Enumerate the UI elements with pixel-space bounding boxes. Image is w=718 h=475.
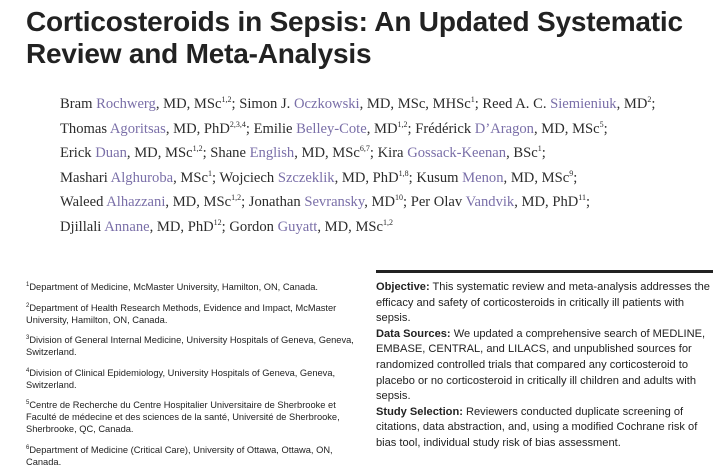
author-affiliation-ref: 12 (213, 218, 222, 228)
author-affiliation-ref: 1 (470, 95, 475, 104)
author (60, 194, 249, 210)
author-credentials: , MD (366, 120, 398, 137)
author-credentials: , MD, MSc (533, 120, 600, 137)
abstract-divider (376, 270, 713, 273)
author-credentials: , MD, MSc (317, 219, 384, 236)
affiliation-text: Department of Health Research Methods, Evidence and Impact, McMaster University, Hamilton, ON, Canada. (26, 302, 337, 325)
affiliation-number: 4 (26, 367, 30, 374)
author-last-name: Belley-Cote (296, 120, 367, 137)
author-first-name: Frédérick (415, 120, 472, 137)
author (60, 121, 254, 137)
affiliation-number: 2 (26, 302, 30, 309)
abstract-section-text: We updated a comprehensive search of MEDLINE, EMBASE, CENTRAL, and LILACS, and unpublished sources for randomized controlled trials that compared any corticosteroid to placebo or no corticosteroid in critically ill children and adults with sepsis. (376, 327, 706, 403)
author-separator: ; (202, 145, 211, 162)
author-affiliation-ref: 2,3,4 (229, 119, 246, 129)
author-separator: ; (403, 194, 411, 211)
author-credentials: , MSc (173, 169, 208, 186)
author-separator: ; (407, 120, 416, 137)
author-credentials: , MD, PhD (514, 194, 579, 211)
affiliation-number: 5 (26, 400, 30, 407)
author-last-name: Szczeklik (277, 169, 335, 186)
affiliation-text: Department of Medicine (Critical Care), University of Ottawa, Ottawa, ON, Canada. (26, 444, 333, 467)
author-last-name: Annane (104, 219, 150, 236)
author (416, 170, 577, 186)
affiliation-text: Division of General Internal Medicine, University Hospitals of Geneva, Geneva, Switzerland. (26, 335, 354, 358)
author-last-name: Rochwerg (96, 95, 156, 112)
author-first-name: Gordon (229, 219, 274, 236)
author-list (60, 90, 710, 238)
author-first-name: Emilie (253, 120, 293, 137)
author-credentials: , MD, PhD (334, 169, 399, 186)
author-affiliation-ref: 1,8 (398, 168, 409, 178)
author (239, 96, 482, 112)
author-first-name: Reed A. C. (482, 95, 547, 112)
affiliation-item (26, 280, 354, 294)
author-last-name: English (249, 145, 295, 162)
author-affiliation-ref: 5 (599, 119, 604, 129)
author (60, 145, 210, 161)
author-last-name: Alhazzani (106, 194, 166, 211)
author-credentials: , MD, MSc, MHSc (359, 95, 471, 112)
author-first-name: Mashari (60, 169, 108, 186)
author-last-name: Menon (462, 169, 504, 186)
author-first-name: Simon J. (239, 95, 291, 112)
author-separator: ; (369, 145, 378, 162)
author-credentials: , MD (616, 95, 648, 112)
author-first-name: Waleed (60, 194, 104, 211)
author-last-name: Duan (95, 145, 127, 162)
author-last-name: Sevransky (304, 194, 365, 211)
author-affiliation-ref: 1,2 (221, 95, 232, 104)
author-separator: ; (541, 145, 546, 162)
author-credentials: , MD, PhD (149, 219, 214, 236)
author (219, 170, 416, 186)
author (254, 121, 416, 137)
affiliation-item (26, 443, 354, 469)
author (60, 219, 229, 235)
affiliation-item (26, 333, 354, 359)
affiliation-item (26, 301, 354, 327)
author-affiliation-ref: 1,2 (383, 218, 394, 228)
author-last-name: Siemieniuk (550, 95, 617, 112)
author-credentials: , MD, PhD (165, 120, 230, 137)
affiliation-item (26, 398, 354, 436)
abstract-section (376, 280, 713, 327)
author (378, 145, 546, 161)
author (229, 219, 393, 235)
author-separator: ; (408, 169, 417, 186)
abstract-section-text: Reviewers conducted duplicate screening of citations, data abstraction, and, using a modified Cochrane risk of bias tool, individual study risk of bias assessment. (376, 405, 698, 449)
abstract-section (376, 327, 713, 405)
author-separator: ; (245, 120, 254, 137)
affiliation-number: 1 (26, 282, 30, 288)
author (210, 145, 377, 161)
author-affiliation-ref: 11 (578, 193, 586, 203)
author-affiliation-ref: 1,2 (397, 119, 408, 129)
abstract (376, 280, 713, 452)
author-first-name: Kusum (416, 169, 459, 186)
author-affiliation-ref: 1 (207, 168, 212, 178)
abstract-section-label: Study Selection: (376, 405, 463, 418)
author-first-name: Shane (210, 145, 246, 162)
abstract-section-label: Objective: (376, 281, 430, 293)
author (411, 194, 590, 210)
author-last-name: D’Aragon (474, 120, 534, 137)
author-separator: ; (231, 95, 240, 112)
abstract-section (376, 405, 713, 452)
author-separator: ; (603, 120, 608, 137)
author-last-name: Alghuroba (110, 169, 174, 186)
author (482, 96, 655, 112)
author (60, 170, 219, 186)
author-credentials: , BSc (506, 145, 538, 162)
affiliation-text: Department of Medicine, McMaster University, Hamilton, ON, Canada. (29, 282, 318, 293)
author-last-name: Vandvik (465, 194, 515, 211)
author-separator: ; (211, 169, 220, 186)
author-last-name: Oczkowski (293, 95, 360, 112)
author-separator: ; (241, 194, 249, 211)
author-credentials: , MD (364, 194, 395, 211)
author-separator: ; (585, 194, 591, 211)
author-credentials: , MD, MSc (503, 169, 570, 186)
author-first-name: Kira (377, 145, 404, 162)
author-last-name: Guyatt (277, 219, 318, 236)
author-last-name: Gossack-Keenan (407, 145, 507, 162)
author-separator: ; (573, 169, 578, 186)
affiliation-number: 6 (26, 444, 30, 451)
author (249, 194, 411, 210)
author (415, 121, 608, 137)
author-separator: ; (651, 95, 656, 112)
author-credentials: , MD, MSc (294, 145, 360, 162)
article-title: Corticosteroids in Sepsis: An Updated Systematic Review and Meta-Analysis (26, 6, 683, 69)
author-first-name: Erick (60, 145, 92, 162)
author-affiliation-ref: 10 (395, 193, 403, 203)
author-credentials: , MD, MSc (165, 194, 232, 211)
author-first-name: Djillali (60, 219, 102, 236)
abstract-section-label: Data Sources: (376, 327, 451, 340)
author-affiliation-ref: 6,7 (359, 144, 370, 154)
author-separator: ; (221, 219, 230, 236)
affiliation-item (26, 366, 354, 392)
author (60, 96, 239, 112)
author-affiliation-ref: 1 (537, 144, 542, 154)
author-first-name: Bram (60, 95, 93, 112)
author-first-name: Per Olav (410, 194, 463, 211)
affiliation-text: Centre de Recherche du Centre Hospitalier Universitaire de Sherbrooke et Faculté de médecine et des sciences de la santé, Université de Sherbrooke, Sherbrooke, QC, Canada. (26, 400, 340, 434)
author-affiliation-ref: 1,2 (231, 193, 242, 203)
author-credentials: , MD, MSc (126, 145, 193, 162)
author-first-name: Jonathan (248, 194, 301, 211)
author-first-name: Wojciech (219, 169, 275, 186)
author-affiliation-ref: 9 (569, 168, 574, 178)
affiliation-number: 3 (26, 335, 30, 342)
author-affiliation-ref: 1,2 (192, 144, 203, 154)
author-first-name: Thomas (60, 120, 108, 137)
author-affiliation-ref: 2 (647, 95, 652, 104)
author-separator: ; (474, 95, 483, 112)
abstract-section-text: This systematic review and meta-analysis addresses the efficacy and safety of corticosteroids in critically ill patients with sepsis. (376, 281, 710, 325)
author-last-name: Agoritsas (109, 120, 166, 137)
author-credentials: , MD, MSc (155, 95, 222, 112)
affiliations (26, 280, 354, 475)
affiliation-text: Division of Clinical Epidemiology, University Hospitals of Geneva, Geneva, Switzerland. (26, 367, 336, 390)
